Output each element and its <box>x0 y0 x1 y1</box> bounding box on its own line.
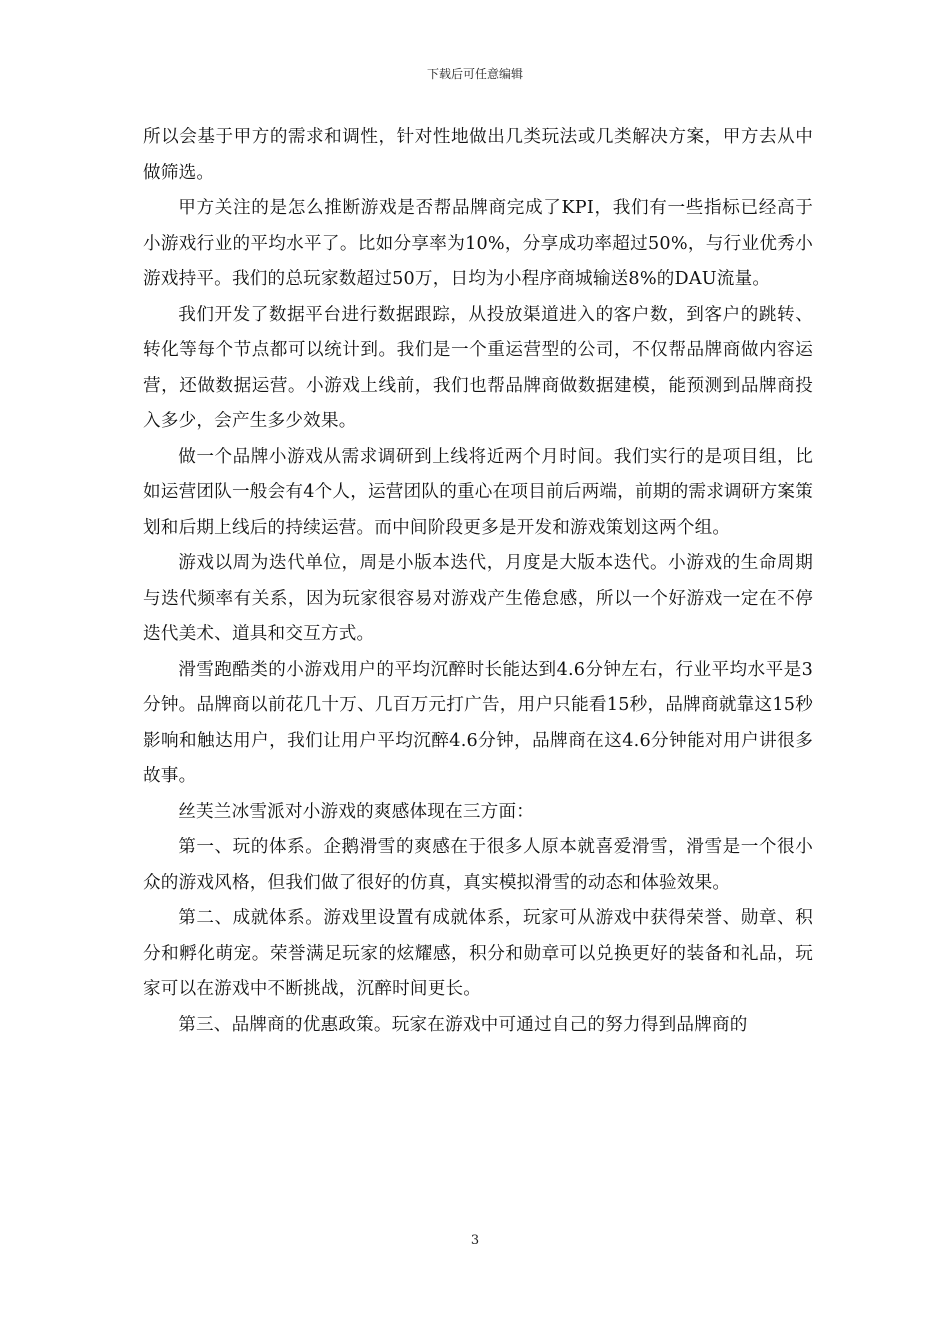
paragraph-kpi-metrics: 甲方关注的是怎么推断游戏是否帮品牌商完成了KPI，我们有一些指标已经高于小游戏行业的平均水平了。比如分享率为10%，分享成功率超过50%，与行业优秀小游戏持平。我们的总玩家数超过50万，日均为小程序商城输送8%的DAU流量。 <box>143 198 813 289</box>
paragraph-brand-benefits: 第三、品牌商的优惠政策。玩家在游戏中可通过自己的努力得到品牌商的 <box>178 1014 748 1035</box>
paragraph-play-system: 第一、玩的体系。企鹅滑雪的爽感在于很多人原本就喜爱滑雪，滑雪是一个很小众的游戏风格，但我们做了很好的仿真，真实模拟滑雪的动态和体验效果。 <box>143 837 813 893</box>
document-body <box>143 120 813 1043</box>
paragraph-three-aspects-intro: 丝芙兰冰雪派对小游戏的爽感体现在三方面： <box>178 801 535 822</box>
paragraph-data-platform: 我们开发了数据平台进行数据跟踪，从投放渠道进入的客户数，到客户的跳转、转化等每个节点都可以统计到。我们是一个重运营型的公司，不仅帮品牌商做内容运营，还做数据运营。小游戏上线前，我们也帮品牌商做数据建模，能预测到品牌商投入多少，会产生多少效果。 <box>143 304 813 431</box>
paragraph-engagement-time: 滑雪跑酷类的小游戏用户的平均沉醉时长能达到4.6分钟左右，行业平均水平是3分钟。品牌商以前花几十万、几百万元打广告，用户只能看15秒，品牌商就靠这15秒影响和触达用户，我们让用户平均沉醉4.6分钟，品牌商在这4.6分钟能对用户讲很多故事。 <box>143 659 813 786</box>
paragraph-project-team: 做一个品牌小游戏从需求调研到上线将近两个月时间。我们实行的是项目组，比如运营团队一般会有4个人，运营团队的重心在项目前后两端，前期的需求调研方案策划和后期上线后的持续运营。而中间阶段更多是开发和游戏策划这两个组。 <box>143 446 813 538</box>
page-number: 3 <box>470 1233 480 1248</box>
paragraph-continuation: 所以会基于甲方的需求和调性，针对性地做出几类玩法或几类解决方案，甲方去从中做筛选。 <box>143 127 813 183</box>
paragraph-achievement-system: 第二、成就体系。游戏里设置有成就体系，玩家可从游戏中获得荣誉、勋章、积分和孵化萌宠。荣誉满足玩家的炫耀感，积分和勋章可以兑换更好的装备和礼品，玩家可以在游戏中不断挑战，沉醉时间更长。 <box>143 908 813 999</box>
paragraph-iteration: 游戏以周为迭代单位，周是小版本迭代，月度是大版本迭代。小游戏的生命周期与迭代频率有关系，因为玩家很容易对游戏产生倦怠感，所以一个好游戏一定在不停迭代美术、道具和交互方式。 <box>143 553 813 644</box>
page-header: 下载后可任意编辑 <box>426 67 523 81</box>
